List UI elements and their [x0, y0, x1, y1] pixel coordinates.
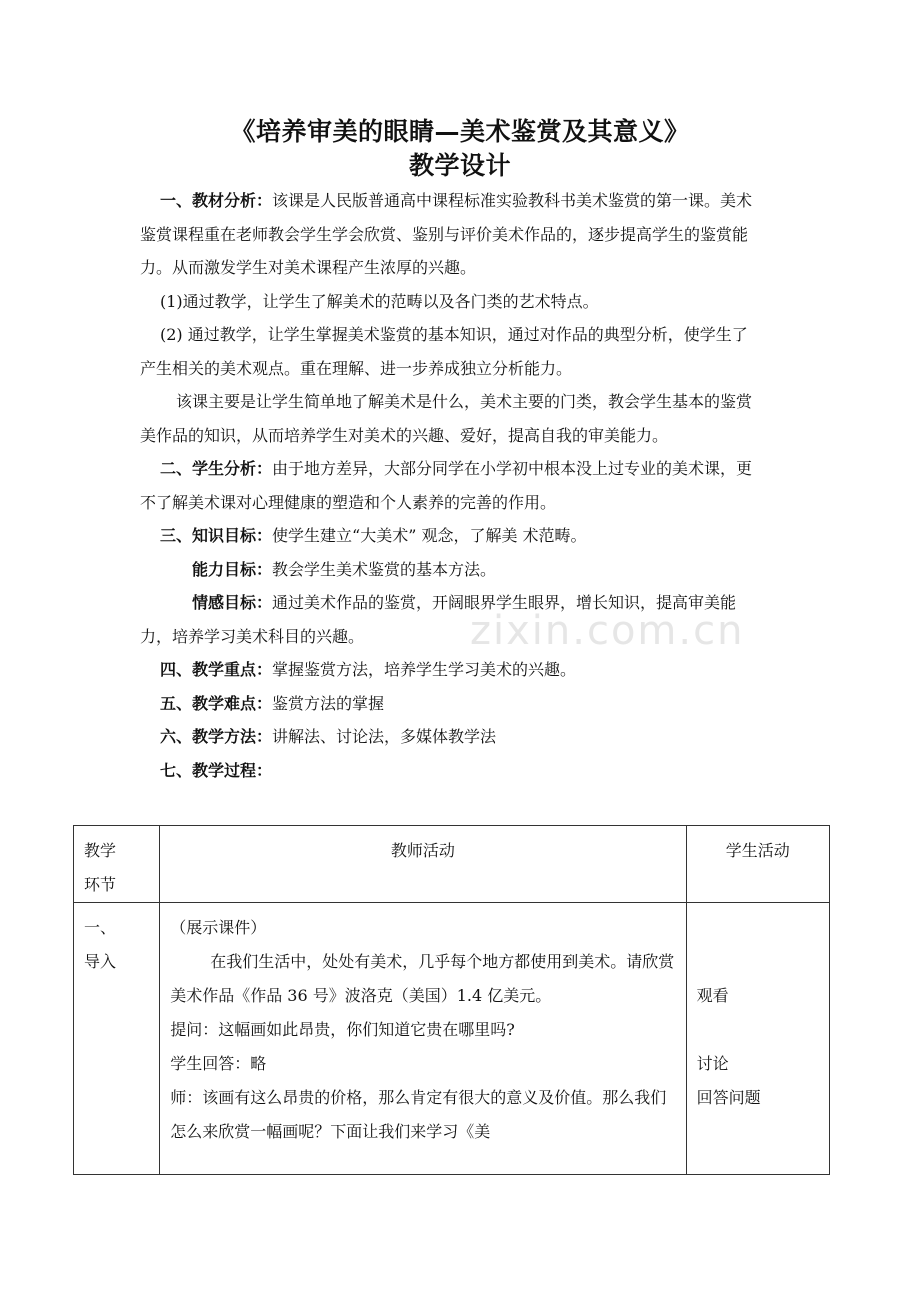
section-label: 三、知识目标： — [160, 526, 273, 545]
teacher-activity-line: （展示课件） — [170, 918, 267, 937]
section-label: 一、教材分析： — [160, 191, 273, 210]
section-method — [140, 720, 762, 754]
goal-label: 情感目标： — [192, 593, 273, 612]
section-text: 该课是人民版普通高中课程标准实验教科书美术鉴赏的第一课。美术鉴赏课程重在老师教会学生学会欣赏、鉴别与评价美术作品的，逐步提高学生的鉴赏能力。从而激发学生对美术课程产生浓厚的兴趣。 — [140, 191, 753, 277]
goal-paragraph-2: (2) 通过教学，让学生掌握美术鉴赏的基本知识，通过对作品的典型分析，使学生了产生相关的美术观点。重在理解、进一步养成独立分析能力。 — [140, 325, 748, 378]
section-process — [140, 754, 762, 788]
section-text: 由于地方差异，大部分同学在小学初中根本没上过专业的美术课，更不了解美术课对心理健康的塑造和个人素养的完善的作用。 — [140, 459, 753, 512]
section-text: 掌握鉴赏方法，培养学生学习美术的兴趣。 — [272, 660, 577, 679]
watermark: zixin.com.cn — [470, 608, 745, 654]
header-student: 学生活动 — [725, 841, 790, 860]
section-label: 二、学生分析： — [160, 459, 273, 478]
summary-paragraph: 该课主要是让学生简单地了解美术是什么，美术主要的门类，教会学生基本的鉴赏美作品的知识，从而培养学生对美术的兴趣、爱好，提高自我的审美能力。 — [140, 392, 753, 445]
ability-goal — [140, 553, 762, 587]
teacher-activity-line: 提问：这幅画如此昂贵，你们知道它贵在哪里吗? — [170, 1020, 515, 1039]
goal-label: 能力目标： — [192, 559, 273, 579]
document-title: 《培养审美的眼睛—美术鉴赏及其意义》 — [230, 117, 690, 146]
section-student-analysis — [140, 452, 762, 519]
table-header-row — [74, 826, 830, 903]
section-text: 使学生建立“大美术” 观念，了解美 术范畴。 — [272, 526, 587, 545]
teacher-activity-line: 师：该画有这么昂贵的价格，那么肯定有很大的意义及价值。那么我们怎么来欣赏一幅画呢？下面让我们来学习《美 — [170, 1088, 667, 1141]
section-label: 四、教学重点： — [160, 660, 273, 679]
section-text: 讲解法、讨论法，多媒体教学法 — [272, 727, 497, 746]
document-body — [140, 184, 762, 787]
header-stage-cell — [74, 826, 160, 903]
goal-paragraph-1: (1)通过教学，让学生了解美术的范畴以及各门类的艺术特点。 — [160, 291, 599, 311]
section-label: 五、教学难点： — [160, 693, 273, 713]
student-activity-cell — [686, 903, 829, 1175]
header-teacher: 教师活动 — [390, 841, 455, 860]
section-key-point — [140, 653, 762, 687]
stage-cell — [74, 903, 160, 1175]
section-label: 七、教学过程： — [160, 760, 273, 780]
teacher-activity-line: 在我们生活中，处处有美术，几乎每个地方都使用到美术。请欣赏美术作品《作品 36 号》波洛克（美国）1.4 亿美元。 — [170, 952, 675, 1005]
stage-line2: 导入 — [84, 952, 117, 971]
section-text: 鉴赏方法的掌握 — [272, 693, 385, 713]
stage-line1: 一、 — [84, 918, 117, 937]
lesson-process-table — [73, 825, 830, 1175]
section-difficulty — [140, 687, 762, 721]
section-knowledge-goal — [140, 519, 762, 553]
goal-text: 教会学生美术鉴赏的基本方法。 — [272, 559, 497, 579]
teacher-activity-cell — [160, 903, 686, 1175]
student-activity-line: 观看 — [696, 986, 729, 1005]
header-teacher-cell — [160, 826, 686, 903]
student-activity-line: 回答问题 — [696, 1088, 761, 1107]
emotion-goal — [140, 586, 762, 653]
student-activity-line: 讨论 — [696, 1054, 729, 1073]
header-stage-line1: 教学 — [84, 841, 117, 860]
document-subtitle: 教学设计 — [408, 151, 511, 180]
table-row — [74, 903, 830, 1175]
teacher-activity-line: 学生回答：略 — [170, 1054, 267, 1073]
header-stage-line2: 环节 — [84, 875, 117, 894]
header-student-cell — [686, 826, 829, 903]
section-label: 六、教学方法： — [160, 727, 273, 746]
goal-text: 通过美术作品的鉴赏，开阔眼界学生眼界，增长知识，提高审美能力，培养学习美术科目的兴趣。 — [140, 593, 737, 646]
section-textbook-analysis — [140, 184, 762, 285]
